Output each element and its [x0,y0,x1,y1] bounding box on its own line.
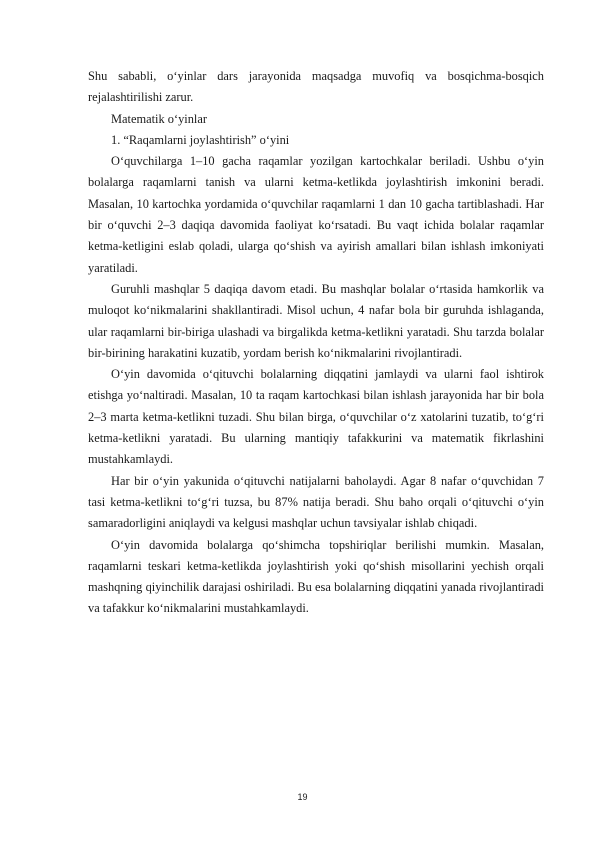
subsection-heading: 1. “Raqamlarni joylashtirish” o‘yini [111,132,290,147]
section-heading: Matematik o‘yinlar [111,111,207,126]
paragraph: O‘yin davomida o‘qituvchi bolalarning diqqatini jamlaydi va ularni faol ishtirok etishga yo‘naltiradi. Masalan, 10 ta raqam kartochkasi bilan ishlash jarayonida har bir bola 2–3 marta ketma-ketlikni tuzadi. Shu bilan birga, o‘quvchilar o‘z xatolarini tuzatib, to‘g‘ri ketma-ketlikni yaratadi. Bu ularning mantiqiy tafakkurini va matematik fikrlashini mustahkamlaydi. [88,367,544,467]
paragraph: Guruhli mashqlar 5 daqiqa davom etadi. Bu mashqlar bolalar o‘rtasida hamkorlik va muloqot ko‘nikmalarini shakllantiradi. Misol uchun, 4 nafar bola bir guruhda ishlaganda, ular raqamlarni bir-biriga ulashadi va birgalikda ketma-ketlikni yaratadi. Shu tarzda bolalar bir-birining harakatini kuzatib, yordam berish ko‘nikmalarini rivojlantiradi. [88,281,544,360]
paragraph-intro: Shu sababli, o‘yinlar dars jarayonida maqsadga muvofiq va bosqichma-bosqich rejalashtirilishi zarur. [88,69,544,105]
page-number: 19 [297,792,308,802]
paragraph: Har bir o‘yin yakunida o‘qituvchi natijalarni baholaydi. Agar 8 nafar o‘quvchidan 7 tasi ketma-ketlikni to‘g‘ri tuzsa, bu 87% natija beradi. Shu baho orqali o‘qituvchi o‘yin samaradorligini aniqlaydi va kelgusi mashqlar uchun tavsiyalar ishlab chiqadi. [88,473,544,531]
document-body [88,66,544,620]
paragraph: O‘quvchilarga 1–10 gacha raqamlar yozilgan kartochkalar beriladi. Ushbu o‘yin bolalarga raqamlarni tanish va ularni ketma-ketlikda joylashtirish imkonini beradi. Masalan, 10 kartochka yordamida o‘quvchilar raqamlarni 1 dan 10 gacha tartiblashadi. Har bir o‘quvchi 2–3 daqiqa davomida faoliyat ko‘rsatadi. Bu vaqt ichida bolalar raqamlar ketma-ketligini eslab qoladi, ularga qo‘shish va ayirish amallari bilan ishlash imkoniyati yaratiladi. [88,154,544,275]
paragraph: O‘yin davomida bolalarga qo‘shimcha topshiriqlar berilishi mumkin. Masalan, raqamlarni teskari ketma-ketlikda joylashtirish yoki qo‘shish misollarini yechish orqali mashqning qiyinchilik darajasi oshiriladi. Bu esa bolalarning diqqatini yanada rivojlantiradi va tafakkur ko‘nikmalarini mustahkamlaydi. [88,537,544,616]
